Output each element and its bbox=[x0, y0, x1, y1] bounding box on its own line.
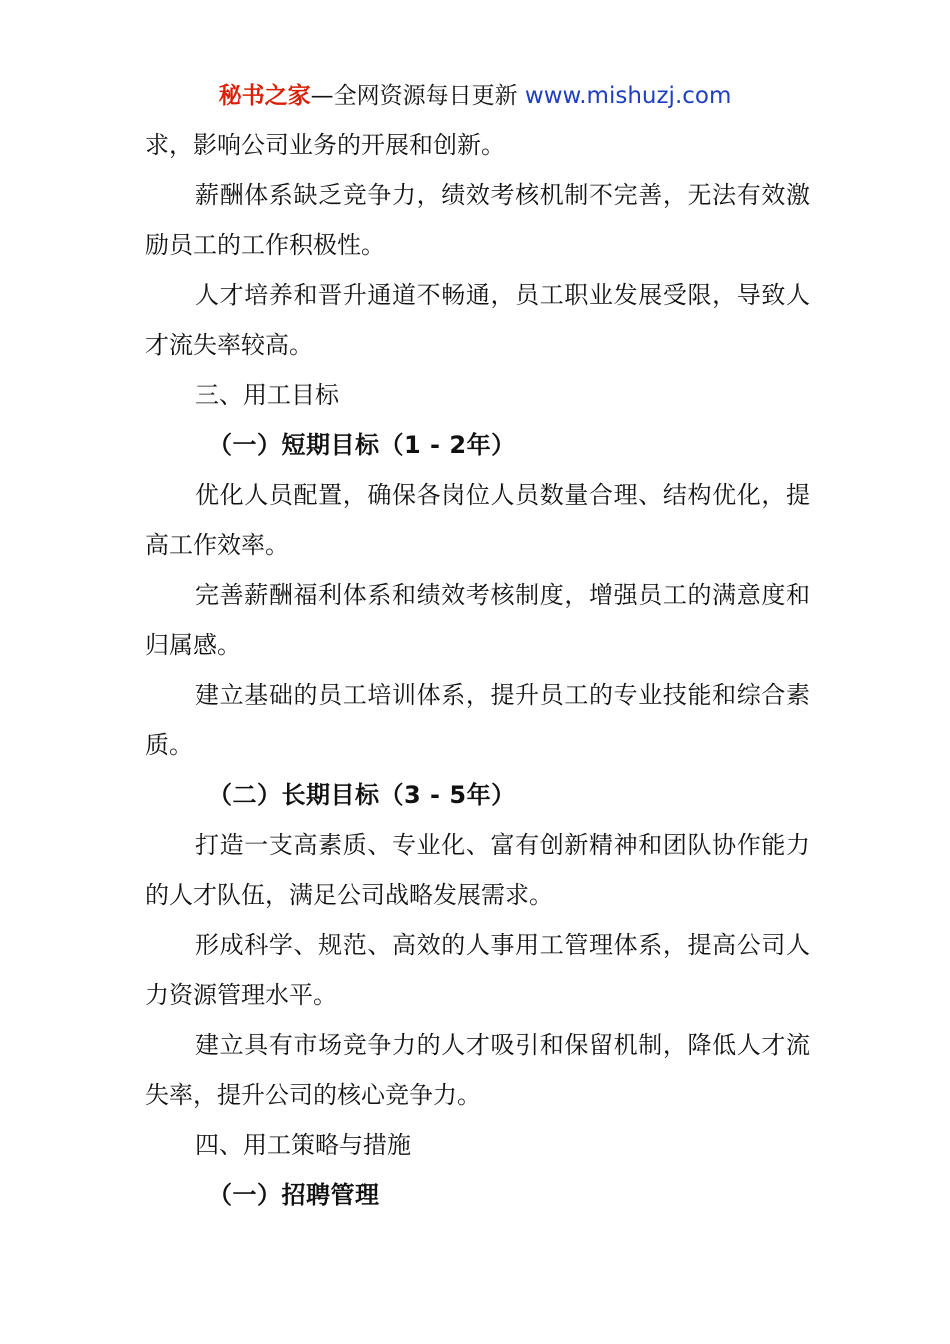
section-title-goals: 三、用工目标 bbox=[195, 381, 339, 409]
header-site-link[interactable]: www.mishuzj.com bbox=[524, 83, 732, 109]
paragraph-long-term-3: 建立具有市场竞争力的人才吸引和保留机制，降低人才流失率，提升公司的核心竞争力。 bbox=[145, 1031, 810, 1109]
section-title-strategy: 四、用工策略与措施 bbox=[195, 1131, 411, 1159]
document-body bbox=[145, 120, 810, 1220]
paragraph-short-term-3: 建立基础的员工培训体系，提升员工的专业技能和综合素质。 bbox=[145, 681, 810, 759]
subsection-title-recruitment: （一）招聘管理 bbox=[208, 1181, 380, 1209]
header-tagline: —全网资源每日更新 bbox=[310, 83, 518, 109]
paragraph-long-term-2: 形成科学、规范、高效的人事用工管理体系，提高公司人力资源管理水平。 bbox=[145, 931, 810, 1009]
paragraph-short-term-2: 完善薪酬福利体系和绩效考核制度，增强员工的满意度和归属感。 bbox=[145, 581, 810, 659]
paragraph-compensation-issue: 薪酬体系缺乏竞争力，绩效考核机制不完善，无法有效激励员工的工作积极性。 bbox=[145, 181, 810, 259]
paragraph-short-term-1: 优化人员配置，确保各岗位人员数量合理、结构优化，提高工作效率。 bbox=[145, 481, 810, 559]
subsection-title-short-term: （一）短期目标（1 - 2年） bbox=[208, 431, 516, 459]
paragraph-long-term-1: 打造一支高素质、专业化、富有创新精神和团队协作能力的人才队伍，满足公司战略发展需求。 bbox=[145, 831, 810, 909]
subsection-title-long-term: （二）长期目标（3 - 5年） bbox=[208, 781, 516, 809]
paragraph-career-issue: 人才培养和晋升通道不畅通，员工职业发展受限，导致人才流失率较高。 bbox=[145, 281, 810, 359]
page-header bbox=[0, 80, 950, 112]
paragraph-continuation: 求，影响公司业务的开展和创新。 bbox=[145, 131, 505, 159]
header-brand: 秘书之家 bbox=[218, 83, 311, 109]
